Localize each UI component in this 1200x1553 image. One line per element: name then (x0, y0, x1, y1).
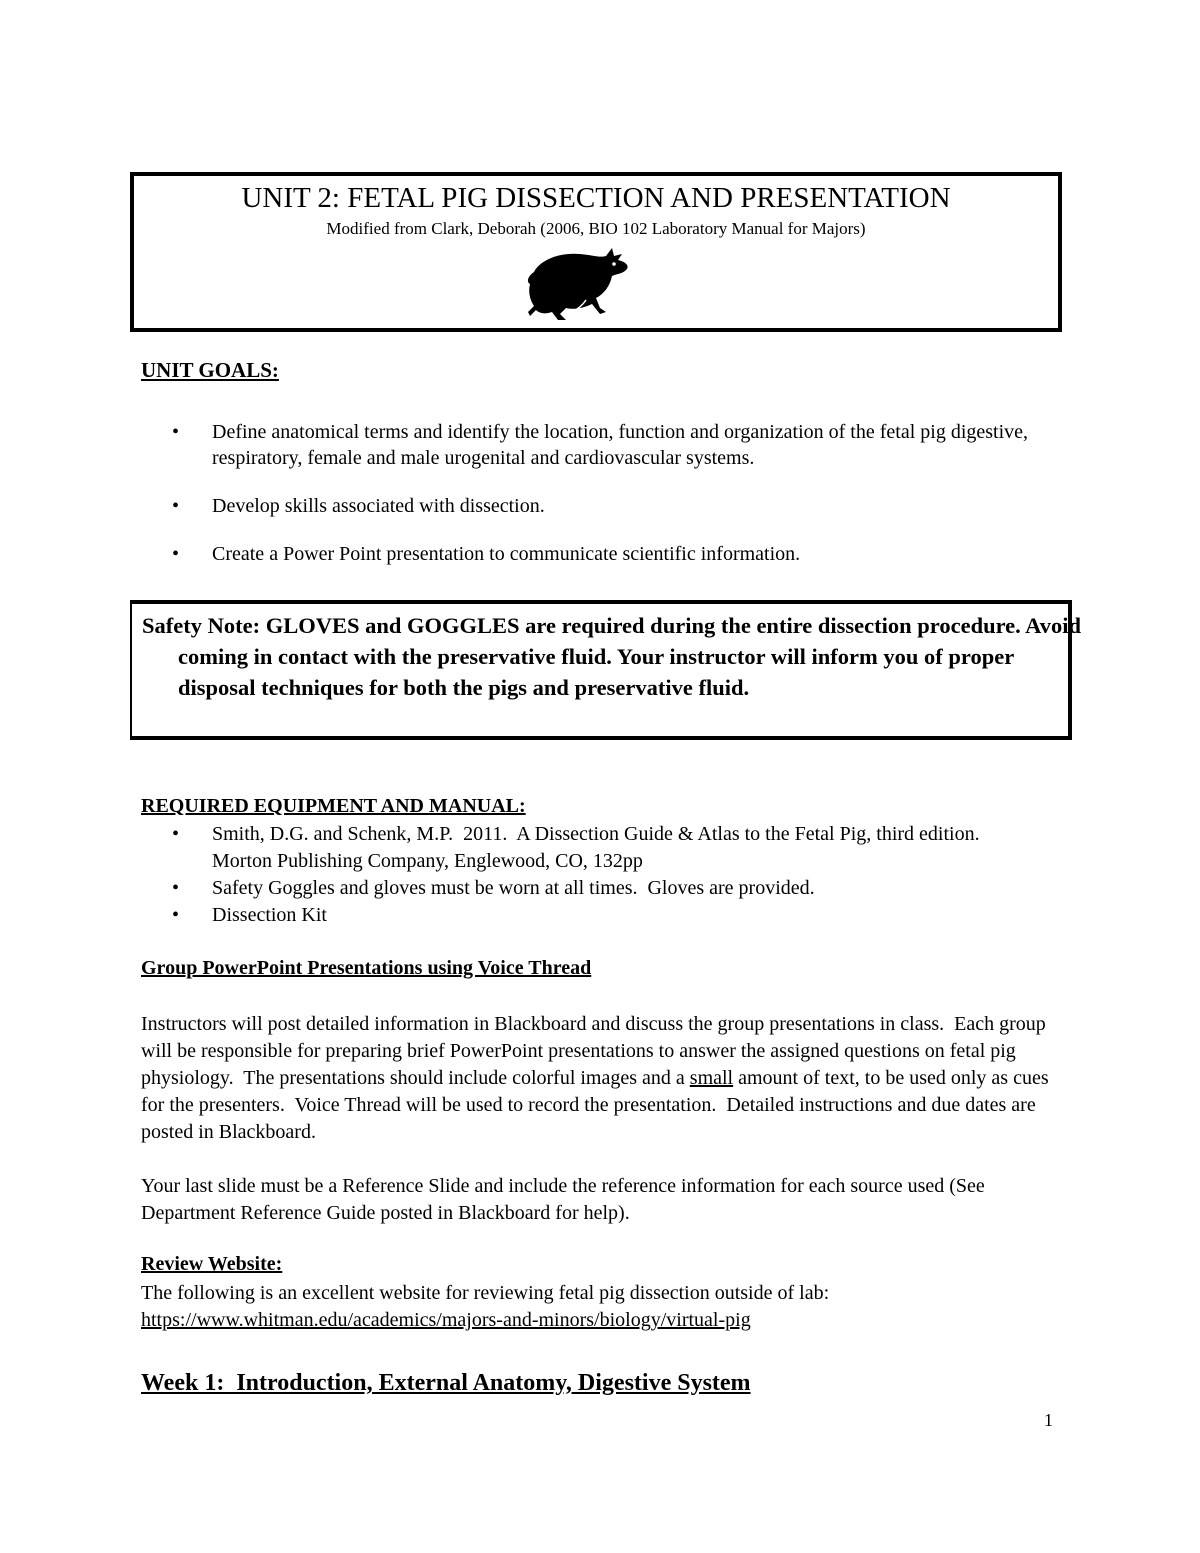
equipment-heading: REQUIRED EQUIPMENT AND MANUAL: (141, 795, 526, 817)
week-1-heading: Week 1: Introduction, External Anatomy, Digestive System (141, 1370, 751, 1396)
page-number: 1 (1044, 1410, 1053, 1430)
group-presentations-heading: Group PowerPoint Presentations using Voice Thread (141, 957, 592, 979)
list-item (172, 821, 1052, 875)
review-text: The following is an excellent website for reviewing fetal pig dissection outside of lab: (141, 1282, 830, 1304)
small-emphasis: small (689, 1067, 734, 1089)
bullet-icon: • (172, 877, 180, 899)
review-website-heading: Review Website: (141, 1253, 283, 1275)
reference-paragraph: Your last slide must be a Reference Slide and include the reference information for each source used (See Department Reference Guide posted in Blackboard for help). (141, 1175, 985, 1224)
group-paragraph (141, 1011, 1061, 1146)
list-item (172, 902, 1052, 929)
bullet-icon: • (172, 421, 180, 443)
goal-text: Create a Power Point presentation to communicate scientific information. (212, 543, 801, 565)
list-item (172, 875, 1052, 902)
safety-note (142, 610, 1083, 703)
bullet-icon: • (172, 823, 180, 845)
title-box (130, 172, 1062, 332)
goals-list (172, 419, 1052, 567)
bullet-icon: • (172, 904, 180, 926)
safety-text: GLOVES and GOGGLES are required during the entire dissection procedure. Avoid coming in contact with the preservative fluid. Your instructor will inform you of proper disposal techniques for both the pigs and preservative fluid. (178, 613, 1082, 700)
bullet-icon: • (172, 495, 180, 517)
review-paragraph (141, 1280, 1061, 1334)
group-text-a: Instructors will post detailed information in Blackboard and discuss the group presentations in class. Each group will be responsible for preparing brief PowerPoint presentations to answer the assigned questions on fetal pig physiology. The presentations should include colorful images and a (141, 1013, 1051, 1089)
page-title: UNIT 2: FETAL PIG DISSECTION AND PRESENTATION (241, 182, 951, 214)
virtual-pig-link[interactable]: https://www.whitman.edu/academics/majors-and-minors/biology/virtual-pig (141, 1309, 751, 1331)
equipment-list (172, 821, 1052, 929)
unit-goals-heading: UNIT GOALS: (141, 358, 279, 382)
pig-icon (526, 242, 636, 324)
goal-text: Develop skills associated with dissection. (212, 495, 545, 517)
bullet-icon: • (172, 543, 180, 565)
safety-note-box (130, 600, 1082, 740)
safety-label: Safety Note: (142, 613, 261, 638)
list-item (172, 541, 1052, 567)
goal-text: Define anatomical terms and identify the location, function and organization of the fetal pig digestive, respiratory, female and male urogenital and cardiovascular systems. (212, 421, 1029, 469)
list-item (172, 419, 1052, 471)
page-subtitle: Modified from Clark, Deborah (2006, BIO 102 Laboratory Manual for Majors) (326, 219, 866, 238)
group-text-b: amount of text, to be used only as cues for the presenters. Voice Thread will be used to record the presentation. Detailed instructions and due dates are posted in Blackboard. (141, 1067, 1054, 1143)
equipment-text: Dissection Kit (212, 904, 327, 926)
list-item (172, 493, 1052, 519)
equipment-text: Safety Goggles and gloves must be worn at all times. Gloves are provided. (212, 877, 815, 899)
equipment-text: Smith, D.G. and Schenk, M.P. 2011. A Dissection Guide & Atlas to the Fetal Pig, third edition. Morton Publishing Company, Englewood, CO, 132pp (212, 823, 1005, 872)
